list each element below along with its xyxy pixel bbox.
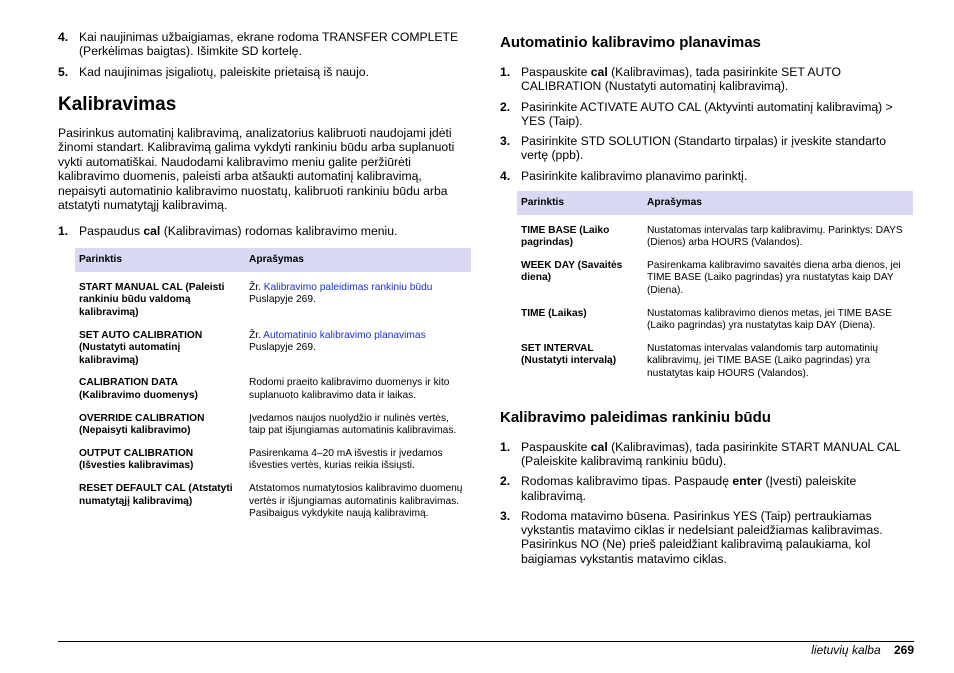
description-cell: Nustatomas intervalas valandomis tarp automatinių kalibravimų, jei TIME BASE (Laiko pagrindas) yra nustatytas kaip HOURS (Valandos). bbox=[647, 342, 879, 380]
step-number: 4. bbox=[58, 30, 69, 44]
step-item bbox=[500, 169, 914, 183]
table-header-description: Aprašymas bbox=[245, 248, 471, 272]
table-header-row bbox=[517, 191, 913, 215]
table-row bbox=[75, 330, 471, 378]
description-cell: Pasirenkama kalibravimo savaitės diena arba dienos, jei TIME BASE (Laiko pagrindas) yra nustatytas kaip DAY (Diena). bbox=[647, 259, 901, 297]
footer-divider bbox=[58, 641, 914, 642]
table-row bbox=[517, 308, 913, 343]
step-text-part: (Kalibravimas) rodomas kalibravimo meniu. bbox=[160, 223, 398, 238]
description-text: Puslapyje 269. bbox=[249, 294, 316, 306]
description-cell: Nustatomas kalibravimo dienos metas, jei TIME BASE (Laiko pagrindas) yra nustatytas kaip DAY (Diena). bbox=[647, 307, 892, 332]
step-text-part: (Kalibravimas), tada pasirinkite SET AUTO CALIBRATION (Nustatyti automatinį kalibravimą). bbox=[521, 65, 841, 94]
description-text: Žr. bbox=[249, 329, 264, 341]
option-cell: START MANUAL CAL (Paleisti rankiniu būdu valdomą kalibravimą) bbox=[79, 281, 225, 318]
step-number: 1. bbox=[500, 439, 511, 454]
step-text: Rodoma matavimo būsena. Pasirinkus YES (Taip) pertraukiamas vykstantis matavimo ciklas ir nedelsiant paleidžiamas kalibravimas. Pasirinkus NO (Ne) prieš paleidžiant kalibravimą palaukiama, kol baigiamas vykstantis matavimo ciklas. bbox=[521, 508, 883, 566]
auto-calibration-schedule-table bbox=[517, 191, 913, 391]
table-row bbox=[517, 260, 913, 308]
step-text bbox=[521, 65, 914, 94]
step-number: 1. bbox=[58, 223, 69, 238]
step-number: 5. bbox=[58, 64, 69, 79]
calibration-menu-table bbox=[75, 248, 471, 531]
description-cell bbox=[245, 330, 471, 378]
step-text: Pasirinkite kalibravimo planavimo parinktį. bbox=[521, 168, 748, 183]
step-text-part: Paspauskite bbox=[521, 439, 591, 454]
table-row bbox=[517, 343, 913, 391]
table-header-description: Aprašymas bbox=[643, 191, 913, 215]
step-item bbox=[500, 509, 914, 566]
table-row bbox=[75, 377, 471, 412]
step-item bbox=[58, 224, 472, 238]
step-item bbox=[500, 474, 914, 503]
table-header-row bbox=[75, 248, 471, 272]
option-cell: WEEK DAY (Savaitės diena) bbox=[521, 259, 623, 284]
right-column bbox=[500, 34, 914, 572]
step-text bbox=[521, 440, 914, 469]
step-text bbox=[79, 224, 472, 238]
key-name: cal bbox=[143, 223, 161, 238]
option-cell: OVERRIDE CALIBRATION (Nepaisyti kalibravimo) bbox=[79, 412, 205, 437]
step-number: 4. bbox=[500, 168, 511, 183]
step-item bbox=[58, 65, 472, 79]
step-item bbox=[500, 100, 914, 129]
table-row bbox=[75, 448, 471, 483]
step-item bbox=[500, 65, 914, 94]
table-header-option: Parinktis bbox=[75, 248, 245, 272]
step-text: Pasirinkite ACTIVATE AUTO CAL (Aktyvinti automatinį kalibravimą) > YES (Taip). bbox=[521, 99, 893, 128]
section-heading-kalibravimas: Kalibravimas bbox=[58, 93, 177, 115]
section-heading-manual-calibration: Kalibravimo paleidimas rankiniu būdu bbox=[500, 408, 771, 426]
table-header-option: Parinktis bbox=[517, 191, 643, 215]
key-name: cal bbox=[590, 439, 608, 454]
description-cell: Nustatomas intervalas tarp kalibravimų. Parinktys: DAYS (Dienos) arba HOURS (Valandos). bbox=[647, 224, 903, 249]
left-column bbox=[58, 30, 472, 531]
table-row bbox=[517, 215, 913, 260]
table-row bbox=[75, 413, 471, 448]
step-text: Pasirinkite STD SOLUTION (Standarto tirpalas) ir įveskite standarto vertę (ppb). bbox=[521, 134, 887, 163]
description-cell: Įvedamos naujos nuolydžio ir nulinės vertės, taip pat išjungiamas automatinis kalibravimas. bbox=[249, 412, 457, 437]
description-cell: Pasirenkama 4–20 mA išvestis ir įvedamos išvesties vertės, kurias reikia išsiųsti. bbox=[249, 447, 443, 472]
step-number: 1. bbox=[500, 65, 511, 79]
step-item bbox=[58, 30, 472, 59]
key-name: enter bbox=[732, 474, 763, 489]
step-number: 3. bbox=[500, 134, 511, 149]
step-number: 2. bbox=[500, 99, 511, 114]
step-number: 2. bbox=[500, 474, 511, 489]
description-text: Puslapyje 269. bbox=[249, 342, 316, 354]
option-cell: TIME BASE (Laiko pagrindas) bbox=[521, 224, 610, 249]
option-cell: RESET DEFAULT CAL (Atstatyti numatytąjį kalibravimą) bbox=[79, 482, 233, 507]
table-row bbox=[75, 483, 471, 531]
table-row bbox=[75, 272, 471, 330]
page-footer bbox=[811, 643, 914, 657]
footer-language: lietuvių kalba bbox=[811, 643, 881, 657]
cross-reference-link[interactable]: Automatinio kalibravimo planavimas bbox=[263, 329, 426, 341]
key-name: cal bbox=[590, 65, 608, 79]
option-cell: TIME (Laikas) bbox=[521, 307, 587, 319]
option-cell: OUTPUT CALIBRATION (Išvesties kalibravimas) bbox=[79, 447, 194, 472]
step-text-part: Paspaudus bbox=[79, 223, 144, 238]
step-text-part: (Įvesti) paleiskite kalibravimą. bbox=[521, 474, 857, 503]
step-text bbox=[521, 474, 914, 503]
step-text: Kai naujinimas užbaigiamas, ekrane rodoma TRANSFER COMPLETE (Perkėlimas baigtas). Išimkite SD kortelę. bbox=[79, 30, 459, 59]
description-cell bbox=[245, 272, 471, 330]
page-number: 269 bbox=[893, 643, 914, 657]
section-heading-auto-calibration: Automatinio kalibravimo planavimas bbox=[500, 34, 761, 51]
description-cell: Atstatomos numatytosios kalibravimo duomenų vertės ir išjungiamas automatinis kalibravimas. Pasibaigus vykdykite naują kalibravimą. bbox=[249, 482, 463, 520]
step-text-part: (Kalibravimas), tada pasirinkite START MANUAL CAL (Paleiskite kalibravimą rankiniu būdu). bbox=[521, 439, 901, 468]
description-cell: Rodomi praeito kalibravimo duomenys ir kito suplanuoto kalibravimo data ir laikas. bbox=[249, 377, 450, 401]
step-item bbox=[500, 440, 914, 469]
intro-paragraph: Pasirinkus automatinį kalibravimą, analizatorius kalibruoti naudojami įdėti žinomi standart. Kalibravimą galima vykdyti rankiniu būdu arba suplanuoti vykti automatiškai. Naudodami kalibravimo meniu galite peržiūrėti kalibravimo duomenis, paleisti arba atšaukti automatinį kalibravimą, nepaisyti automatinio kalibravimo nuostatų, kalibruoti rankiniu būdu arba atstatyti numatytąjį kalibravimą. bbox=[58, 125, 455, 213]
step-number: 3. bbox=[500, 508, 511, 523]
option-cell: SET AUTO CALIBRATION (Nustatyti automatinį kalibravimą) bbox=[79, 329, 203, 366]
description-text: Žr. bbox=[249, 281, 264, 293]
step-text-part: Rodomas kalibravimo tipas. Paspaudę bbox=[521, 474, 733, 489]
option-cell: CALIBRATION DATA (Kalibravimo duomenys) bbox=[79, 377, 198, 401]
step-item bbox=[500, 134, 914, 163]
step-text: Kad naujinimas įsigaliotų, paleiskite prietaisą iš naujo. bbox=[79, 64, 369, 79]
cross-reference-link[interactable]: Kalibravimo paleidimas rankiniu būdu bbox=[263, 281, 433, 293]
step-text-part: Paspauskite bbox=[521, 65, 591, 79]
option-cell: SET INTERVAL (Nustatyti intervalą) bbox=[521, 342, 617, 367]
